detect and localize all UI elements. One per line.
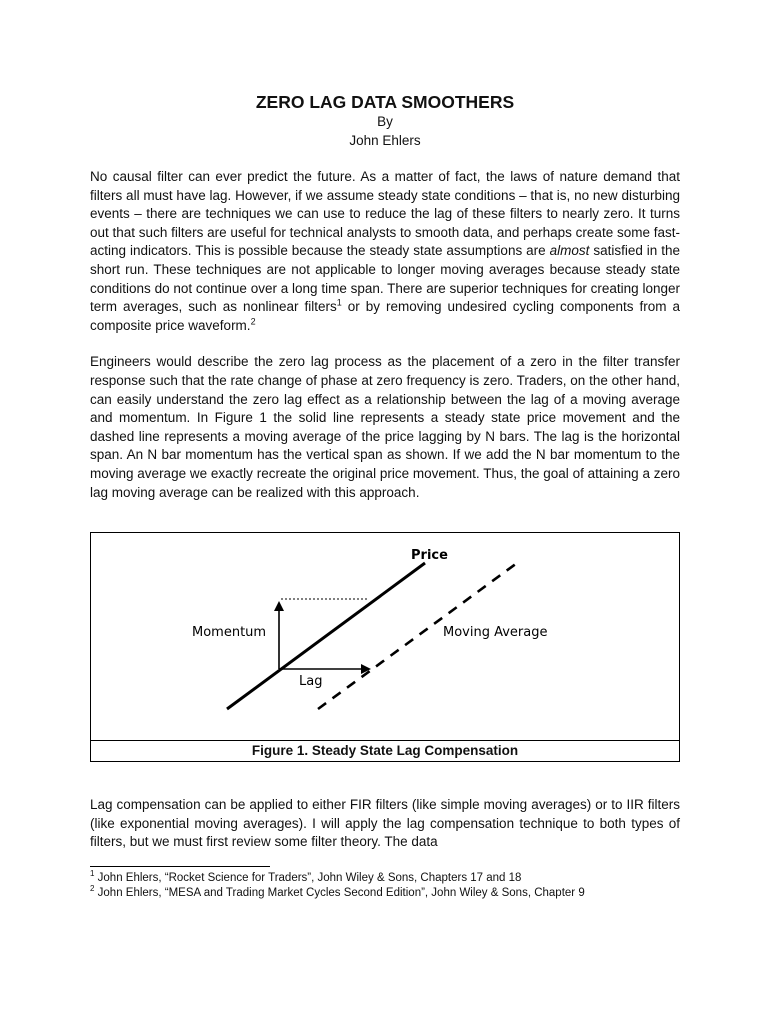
byline-by: By — [377, 114, 393, 129]
figure-1-caption: Figure 1. Steady State Lag Compensation — [91, 740, 679, 761]
document-title: ZERO LAG DATA SMOOTHERS — [255, 92, 515, 112]
footnote-2-text: John Ehlers, “MESA and Trading Market Cycles Second Edition”, John Wiley & Sons, Chapter 9 — [94, 887, 585, 899]
footnote-ref-1: 1 — [336, 297, 342, 308]
footnote-1-mark: 1 — [90, 869, 95, 879]
figure-1 — [90, 532, 680, 762]
paragraph-3: Lag compensation can be applied to either FIR filters (like simple moving averages) or to IIR filters (like exponential moving averages). I will apply the lag compensation technique to both types of filters, but we must first review some filter theory. The data — [90, 797, 680, 850]
paragraph-1-emphasis: almost — [549, 243, 590, 259]
footnote-divider — [90, 866, 270, 867]
paragraph-1 — [90, 168, 680, 335]
paragraph-1-text-a: No causal filter can ever predict the future. As a matter of fact, the laws of nature demand that filters all must have lag. However, if we assume steady state conditions – that is, no new disturbing events – there are techniques we can use to reduce the lag of these filters to nearly zero. It turns out that such filters are useful for technical analysts to smooth data, and perhaps create some fast-acting indicators. This is possible because the steady state assumptions are — [90, 169, 680, 259]
footnote-2-mark: 2 — [90, 884, 95, 894]
paragraph-1-text-b: satisfied in the short run. These techniques are not applicable to longer moving averages because steady state conditions do not continue over a long time span. There are superior techniques for creating longer term averages, such as nonlinear filters — [90, 243, 680, 315]
footnote-1 — [90, 871, 690, 886]
footnote-2 — [90, 886, 690, 901]
moving-average-label: Moving Average — [443, 625, 548, 640]
author-name: John Ehlers — [349, 133, 421, 148]
paragraph-2: Engineers would describe the zero lag process as the placement of a zero in the filter transfer response such that the rate change of phase at zero frequency is zero. Traders, on the other hand, can easily understand the zero lag effect as a relationship between the lag of a moving average and momentum. In Figure 1 the solid line represents a steady state price movement and the dashed line represents a moving average of the price lagging by N bars. The lag is the horizontal span. An N bar momentum has the vertical span as shown. If we add the N bar momentum to the moving average we exactly recreate the original price movement. Thus, the goal of attaining a zero lag moving average can be realized with this approach. — [90, 354, 680, 500]
price-label: Price — [411, 548, 448, 563]
paragraph-1-text-c: or by removing undesired cycling components from a composite price waveform. — [90, 299, 680, 333]
footnote-1-text: John Ehlers, “Rocket Science for Traders”, John Wiley & Sons, Chapters 17 and 18 — [94, 872, 522, 884]
page-body — [90, 92, 680, 850]
momentum-label: Momentum — [192, 625, 267, 640]
lag-label: Lag — [299, 674, 323, 689]
footnote-ref-2: 2 — [250, 316, 256, 327]
footnotes — [90, 866, 690, 901]
figure-1-diagram — [91, 533, 679, 741]
